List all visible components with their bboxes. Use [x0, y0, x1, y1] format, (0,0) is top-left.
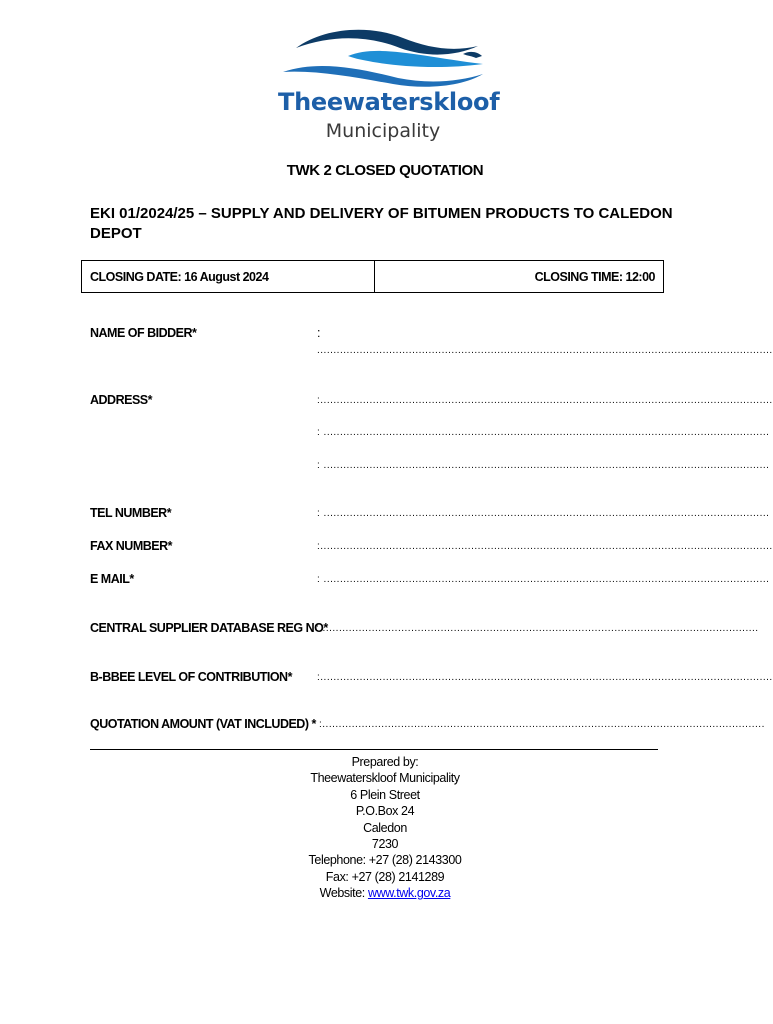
wave-bird-logo-icon [278, 26, 488, 96]
footer-divider [90, 749, 658, 750]
tel-number-field[interactable]: : ........................................................................................................................................ [317, 508, 770, 519]
logo-name: Theewaterskloof [278, 88, 500, 116]
prepared-by-block [0, 754, 770, 902]
fax-number-label: FAX NUMBER* [90, 539, 173, 553]
address-field-line-1[interactable]: :.......................................................................................................................................... [317, 395, 773, 406]
bidder-name-label: NAME OF BIDDER* [90, 326, 197, 340]
bbbee-level-field[interactable]: :.......................................................................................................................................... [317, 672, 773, 683]
address-field-line-2[interactable]: : ........................................................................................................................................ [317, 427, 770, 438]
municipality-logo [278, 26, 500, 148]
footer-street: 6 Plein Street [350, 787, 420, 802]
email-label: E MAIL* [90, 572, 134, 586]
bbbee-level-label: B-BBEE LEVEL OF CONTRIBUTION* [90, 670, 292, 684]
prepared-by-label: Prepared by: [351, 755, 419, 769]
quotation-amount-field[interactable]: :....................................................................................................................................... [319, 719, 765, 730]
footer-postal-code: 7230 [371, 837, 399, 852]
footer-town: Caledon [363, 820, 407, 835]
email-field[interactable]: : ........................................................................................................................................ [317, 574, 770, 585]
csd-reg-field[interactable]: :...................................................................................................................................... [316, 623, 759, 634]
fax-number-field[interactable]: :.......................................................................................................................................... [317, 541, 773, 552]
page-heading: TWK 2 CLOSED QUOTATION [286, 162, 484, 179]
website-label: Website: [319, 886, 368, 901]
closing-time: CLOSING TIME: 12:00 [534, 270, 655, 284]
quotation-title: EKI 01/2024/25 – SUPPLY AND DELIVERY OF BITUMEN PRODUCTS TO CALEDON DEPOT [90, 205, 673, 242]
address-field-line-3[interactable]: : ........................................................................................................................................ [317, 460, 770, 471]
quotation-amount-label: QUOTATION AMOUNT (VAT INCLUDED) * [90, 717, 316, 731]
footer-telephone: Telephone: +27 (28) 2143300 [308, 853, 462, 868]
closing-box-divider [374, 261, 375, 292]
tel-number-label: TEL NUMBER* [90, 506, 172, 520]
closing-date: CLOSING DATE: 16 August 2024 [90, 270, 269, 284]
csd-reg-label: CENTRAL SUPPLIER DATABASE REG NO* [90, 621, 328, 635]
website-link[interactable]: www.twk.gov.za [367, 886, 451, 901]
footer-website-row [0, 885, 770, 901]
address-label: ADDRESS* [90, 393, 152, 407]
footer-org: Theewaterskloof Municipality [310, 771, 460, 786]
closing-details-box [81, 260, 664, 293]
logo-subtitle: Municipality [325, 120, 441, 142]
footer-fax: Fax: +27 (28) 2141289 [325, 869, 445, 884]
bidder-name-field[interactable]: ........................................................................................................................................... [317, 345, 773, 356]
bidder-name-colon: : [317, 326, 321, 340]
footer-pobox: P.O.Box 24 [355, 804, 415, 819]
